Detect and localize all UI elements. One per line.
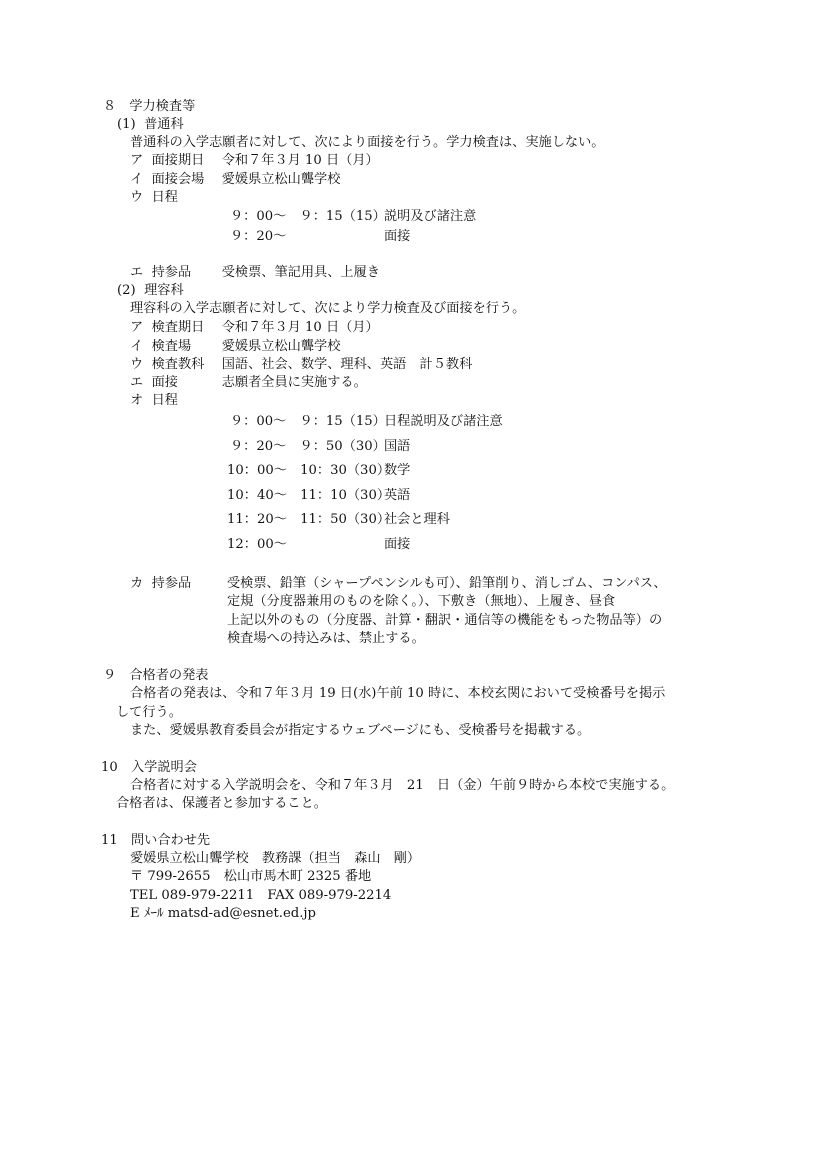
items-to-bring-1: エ 持参品 受検票、筆記用具、上履き xyxy=(130,265,380,280)
items-to-bring-2-label: カ 持参品 xyxy=(130,576,192,591)
schedule-2-item-4: 英語 xyxy=(384,488,411,503)
subsection-1-heading: (1) 普通科 xyxy=(117,117,184,132)
schedule-2-item-2: 国語 xyxy=(384,439,411,454)
schedule-1-item-2: 面接 xyxy=(384,229,411,244)
items-to-bring-2-line-1: 受検票、鉛筆（シャープペンシルも可）、鉛筆削り、消しゴム、コンパス、 xyxy=(227,576,667,591)
section-10-line-2: 合格者は、保護者と参加すること。 xyxy=(116,796,327,811)
schedule-2-item-6: 面接 xyxy=(384,537,411,552)
section-9-line-3: また、愛媛県教育委員会が指定するウェブページにも、受検番号を掲載する。 xyxy=(130,723,591,738)
interview-note: エ 面接 志願者全員に実施する。 xyxy=(130,375,367,390)
contact-phone-fax: TEL 089-979-2211 FAX 089-979-2214 xyxy=(130,888,392,903)
section-10-line-1: 合格者に対する入学説明会を、令和７年３月 21 日（金）午前９時から本校で実施する。 xyxy=(130,778,675,793)
schedule-2-time-3: 10：00～ 10：30（30） xyxy=(227,463,391,478)
subsection-2-intro: 理容科の入学志願者に対して、次により学力検査及び面接を行う。 xyxy=(130,301,526,316)
schedule-label-1: ウ 日程 xyxy=(130,190,178,205)
section-8-title: ８ 学力検査等 xyxy=(103,99,196,114)
contact-email[interactable]: E ﾒｰﾙ matsd-ad@esnet.ed.jp xyxy=(130,906,316,921)
schedule-2-time-1: ９：00～ ９：15（15） xyxy=(230,414,386,429)
schedule-2-time-5: 11：20～ 11：50（30） xyxy=(227,512,391,527)
subsection-2-heading: (2) 理容科 xyxy=(117,283,184,298)
section-11-title: 11 問い合わせ先 xyxy=(101,833,211,848)
schedule-label-2: オ 日程 xyxy=(130,393,178,408)
schedule-2-item-1: 日程説明及び諸注意 xyxy=(384,414,503,429)
section-10-title: 10 入学説明会 xyxy=(101,760,197,775)
interview-date: ア 面接期日 令和７年３月 10 日（月） xyxy=(130,153,379,168)
schedule-1-time-1: ９：00～ ９：15（15） xyxy=(230,209,386,224)
interview-venue: イ 面接会場 愛媛県立松山聾学校 xyxy=(130,172,341,187)
schedule-2-time-6: 12：00～ xyxy=(227,537,287,552)
schedule-2-time-2: ９：20～ ９：50（30） xyxy=(230,439,386,454)
exam-venue: イ 検査場 愛媛県立松山聾学校 xyxy=(130,339,341,354)
exam-date: ア 検査期日 令和７年３月 10 日（月） xyxy=(130,320,379,335)
schedule-2-time-4: 10：40～ 11：10（30） xyxy=(227,488,391,503)
contact-address: 〒 799-2655 松山市馬木町 2325 番地 xyxy=(130,869,372,884)
items-to-bring-2-line-4: 検査場への持込みは、禁止する。 xyxy=(227,631,425,646)
section-9-line-2: して行う。 xyxy=(116,705,182,720)
items-to-bring-2-line-2: 定規（分度器兼用のものを除く。）、下敷き（無地）、上履き、昼食 xyxy=(227,594,616,609)
exam-subjects: ウ 検査教科 国語、社会、数学、理科、英語 計５教科 xyxy=(130,357,473,372)
items-to-bring-2-line-3: 上記以外のもの（分度器、計算・翻訳・通信等の機能をもった物品等）の xyxy=(227,613,663,628)
subsection-1-intro: 普通科の入学志願者に対して、次により面接を行う。学力検査は、実施しない。 xyxy=(130,135,605,150)
schedule-1-item-1: 説明及び諸注意 xyxy=(384,209,477,224)
contact-school: 愛媛県立松山聾学校 教務課（担当 森山 剛） xyxy=(130,851,421,866)
section-9-title: ９ 合格者の発表 xyxy=(103,668,209,683)
schedule-2-item-3: 数学 xyxy=(384,463,411,478)
schedule-1-time-2: ９：20～ xyxy=(230,229,287,244)
section-9-line-1: 合格者の発表は、令和７年３月 19 日(水)午前 10 時に、本校玄関において受検番号を掲示 xyxy=(130,686,666,701)
schedule-2-item-5: 社会と理科 xyxy=(384,512,450,527)
